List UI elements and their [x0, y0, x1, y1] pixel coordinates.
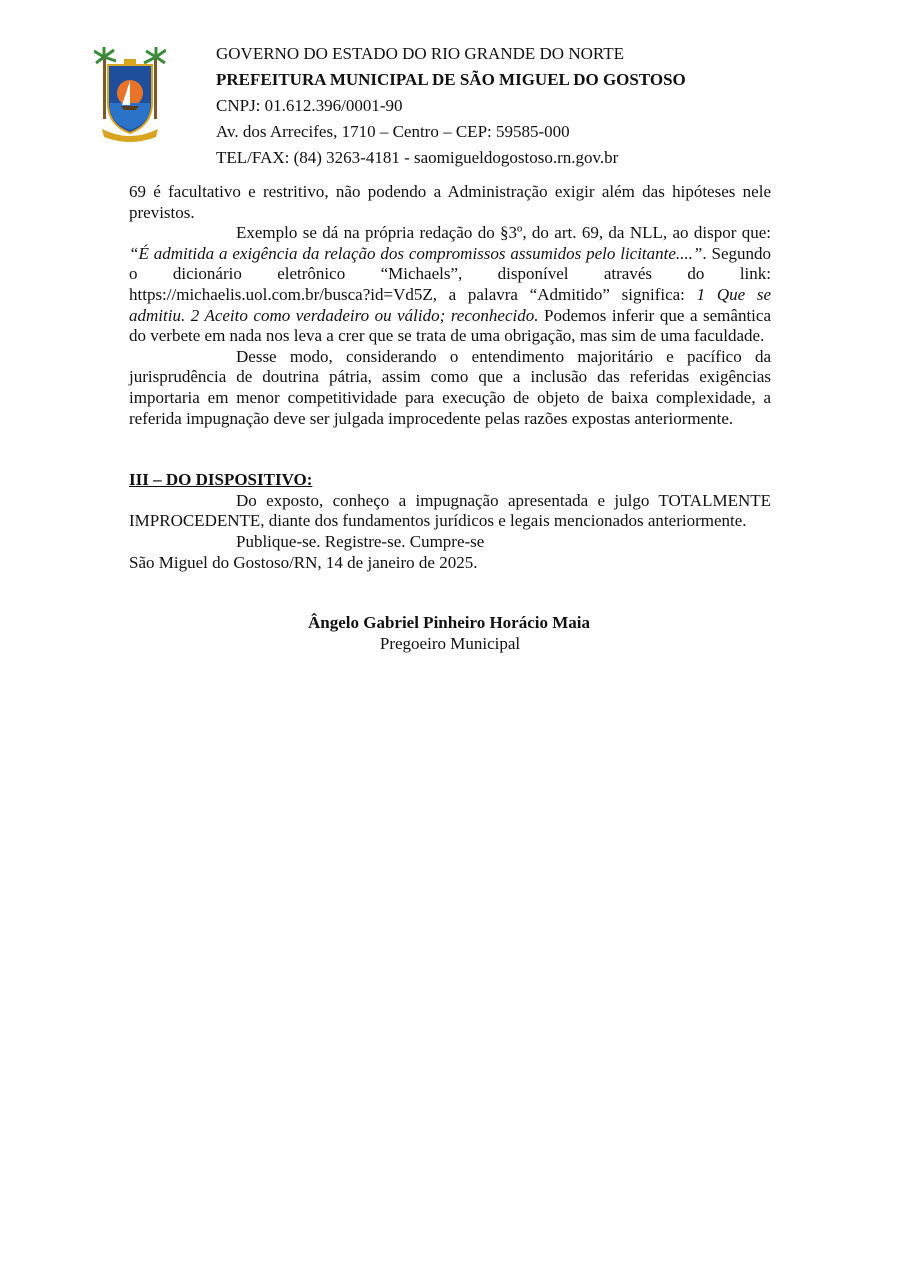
header-government: GOVERNO DO ESTADO DO RIO GRANDE DO NORTE: [216, 44, 624, 63]
paragraph-1: 69 é facultativo e restritivo, não podendo a Administração exigir além das hipóteses nele previstos.: [129, 182, 771, 222]
signatory-role: Pregoeiro Municipal: [379, 633, 521, 653]
paragraph-2-quote: “É admitida a exigência da relação dos compromissos assumidos pelo licitante....”: [129, 243, 703, 263]
paragraph-2-intro: Exemplo se dá na própria redação do §3º, do art. 69, da NLL, ao dispor que:: [236, 223, 771, 243]
paragraph-2-end: Podemos inferir que a semântica do verbete em nada nos leva a crer que se trata de uma obrigação, mas sim de uma faculdade.: [129, 305, 771, 346]
section-spacer: [129, 429, 771, 470]
paragraph-4: Do exposto, conheço a impugnação apresentada e julgo TOTALMENTE IMPROCEDENTE, diante dos fundamentos jurídicos e legais mencionados anteriormente.: [129, 490, 771, 531]
letterhead: [216, 42, 816, 172]
paragraph-publish: Publique-se. Registre-se. Cumpre-se: [236, 531, 485, 551]
document-body: [129, 182, 771, 654]
paragraph-2: [129, 223, 771, 347]
header-cnpj: CNPJ: 01.612.396/0001-90: [216, 96, 403, 115]
signature-block: [129, 613, 771, 654]
header-contact: TEL/FAX: (84) 3263-4181 - saomigueldogostoso.rn.gov.br: [216, 148, 619, 167]
header-address: Av. dos Arrecifes, 1710 – Centro – CEP: 59585-000: [216, 122, 570, 141]
paragraph-2-middle: . Segundo o dicionário eletrônico “Michaels”, disponível através do link: https://michaelis.uol.com.br/busca?id=Vd5Z, a palavra “Admitido” significa:: [129, 243, 772, 304]
paragraph-2-definition: 1 Que se admitiu. 2 Aceito como verdadeiro ou válido; reconhecido.: [129, 284, 772, 325]
header-prefecture: PREFEITURA MUNICIPAL DE SÃO MIGUEL DO GOSTOSO: [216, 70, 686, 89]
date-place: São Miguel do Gostoso/RN, 14 de janeiro de 2025.: [129, 552, 478, 572]
section-title-dispositivo: III – DO DISPOSITIVO:: [129, 470, 313, 490]
municipal-coat-of-arms-icon: [94, 47, 166, 143]
paragraph-3: Desse modo, considerando o entendimento majoritário e pacífico da jurisprudência de doutrina pátria, assim como que a inclusão das referidas exigências importaria em menor competitividade para execução de objeto de baixa complexidade, a referida impugnação deve ser julgada improcedente pelas razões expostas anteriormente.: [129, 346, 771, 428]
signatory-name: Ângelo Gabriel Pinheiro Horácio Maia: [307, 613, 591, 633]
